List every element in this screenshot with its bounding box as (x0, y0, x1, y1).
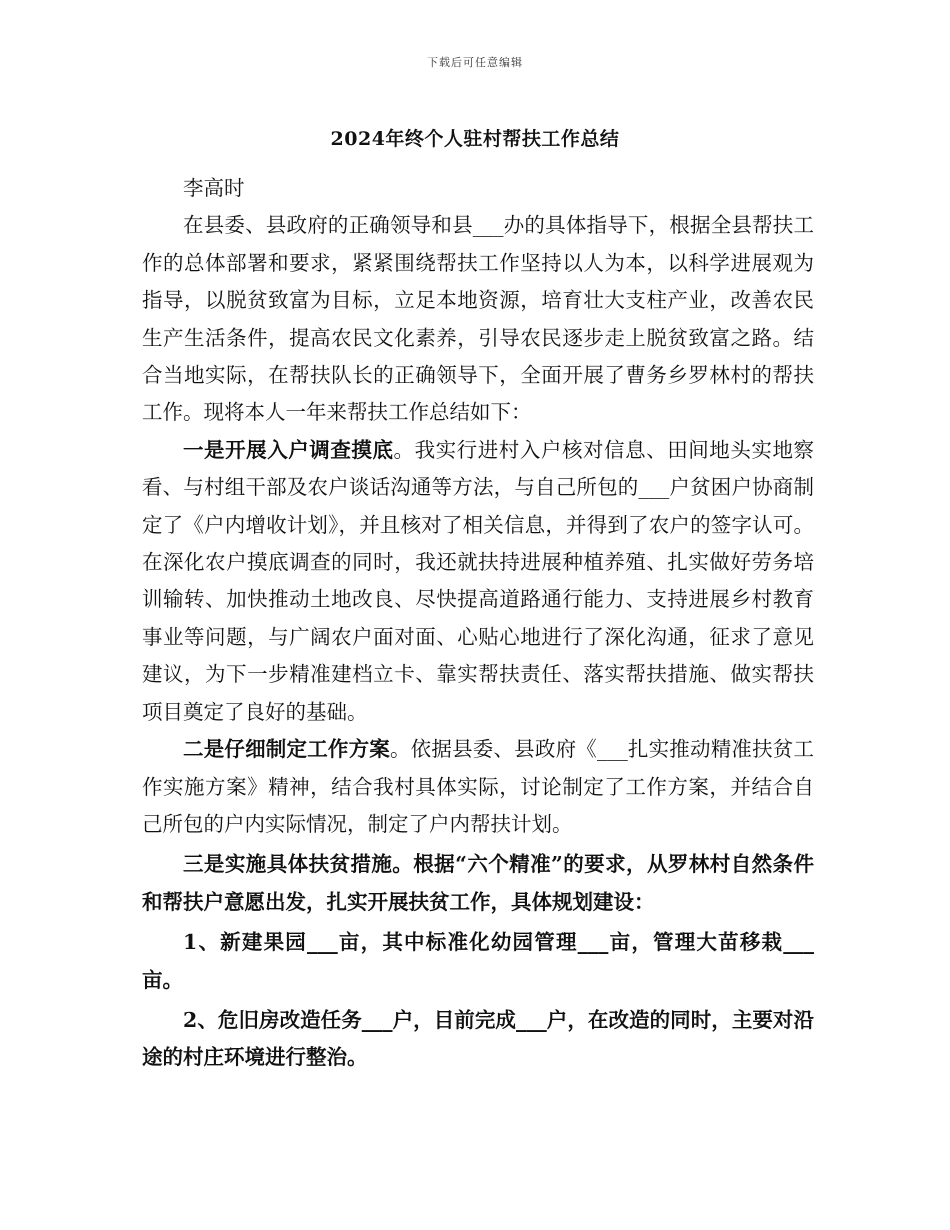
section-survey-paragraph (142, 432, 814, 731)
document-title: 2024年终个人驻村帮扶工作总结 (330, 128, 620, 150)
measure-item-2: 2、危旧房改造任务___户，目前完成___户，在改造的同时，主要对沿途的村庄环境进行整治。 (142, 1007, 814, 1070)
intro-paragraph: 在县委、县政府的正确领导和县___办的具体指导下，根据全县帮扶工作的总体部署和要求，紧紧围绕帮扶工作坚持以人为本，以科学进展观为指导，以脱贫致富为目标，立足本地资源，培育壮大支柱产业，改善农民生产生活条件，提高农民文化素养，引导农民逐步走上脱贫致富之路。结合当地实际，在帮扶队长的正确领导下，全面开展了曹务乡罗林村的帮扶工作。现将本人一年来帮扶工作总结如下： (142, 213, 814, 425)
section-survey-text: 。我实行进村入户核对信息、田间地头实地察看、与村组干部及农户谈话沟通等方法，与自己所包的___户贫困户协商制定了《户内增收计划》，并且核对了相关信息，并得到了农户的签字认可。在深化农户摸底调查的同时，我还就扶持进展种植养殖、扎实做好劳务培训输转、加快推动土地改良、尽快提高道路通行能力、支持进展乡村教育事业等问题，与广阔农户面对面、心贴心地进行了深化沟通，征求了意见建议，为下一步精准建档立卡、靠实帮扶责任、落实帮扶措施、做实帮扶项目奠定了良好的基础。 (142, 437, 815, 724)
document-body (142, 170, 814, 1077)
section-survey-heading: 一是开展入户调查摸底 (183, 437, 394, 462)
section-plan-paragraph (142, 731, 814, 843)
author-line: 李高时 (183, 176, 245, 200)
section-measures-paragraph: 三是实施具体扶贫措施。根据“六个精准”的要求，从罗林村自然条件和帮扶户意愿出发，扎实开展扶贫工作，具体规划建设： (142, 852, 814, 914)
page-header-note: 下载后可任意编辑 (427, 56, 523, 69)
measure-item-1: 1、新建果园___亩，其中标准化幼园管理___亩，管理大苗移栽___亩。 (142, 930, 814, 992)
section-plan-text: 。依据县委、县政府《___扎实推动精准扶贫工作实施方案》精神，结合我村具体实际，讨论制定了工作方案，并结合自己所包的户内实际情况，制定了户内帮扶计划。 (142, 737, 815, 836)
section-plan-heading: 二是仔细制定工作方案 (183, 737, 390, 762)
